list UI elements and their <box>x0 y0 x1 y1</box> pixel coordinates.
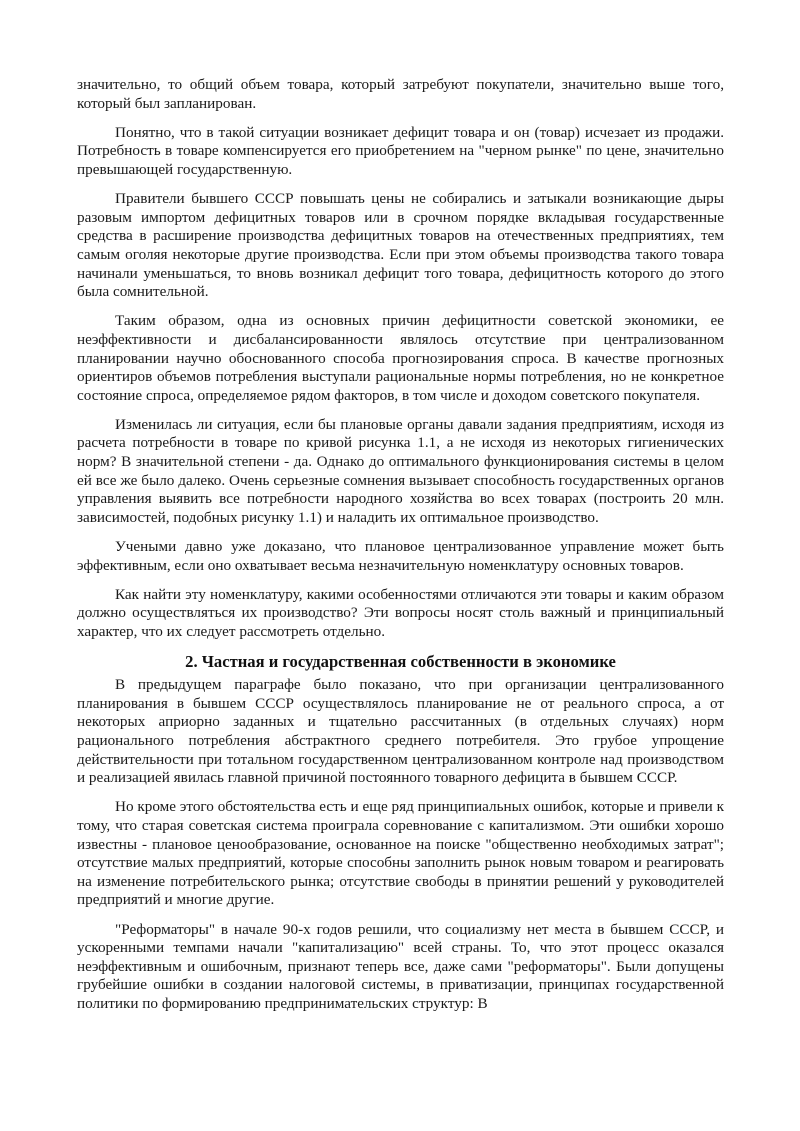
paragraph: Понятно, что в такой ситуации возникает дефицит товара и он (товар) исчезает из продажи. Потребность в товаре компенсируется его приобретением на "черном рынке" по цене, значительно превышающей государственную. <box>77 123 724 178</box>
paragraph: Учеными давно уже доказано, что плановое централизованное управление может быть эффективным, если оно охватывает весьма незначительную номенклатуру основных товаров. <box>77 538 724 574</box>
paragraph: Таким образом, одна из основных причин дефицитности советской экономики, ее неэффективности и дисбалансированности являлось отсутствие при централизованном планировании научно обоснованного способа прогнозирования спроса. В качестве прогнозных ориентиров объемов потребления выступали рациональные нормы потребления, но не конкретное состояние спроса, определяемое рядом факторов, в том числе и доходом советского покупателя. <box>77 312 724 404</box>
paragraph: Как найти эту номенклатуру, какими особенностями отличаются эти товары и каким образом должно осуществляться их производство? Эти вопросы носят столь важный и принципиальный характер, что их следует рассмотреть отдельно. <box>77 585 724 640</box>
paragraph: "Реформаторы" в начале 90-х годов решили, что социализму нет места в бывшем СССР, и ускоренными темпами начали "капитализацию" всей страны. То, что этот процесс оказался неэффективным и ошибочным, признают теперь все, даже сами "реформаторы". Были допущены грубейшие ошибки в создании налоговой системы, в приватизации, принципах государственной политики по формированию предпринимательских структур: В <box>77 920 724 1012</box>
paragraph: Правители бывшего СССР повышать цены не собирались и затыкали возникающие дыры разовым импортом дефицитных товаров или в срочном порядке вкладывая государственные средства в расширение производства дефицитных товаров на отечественных предприятиях, тем самым оголяя некоторые другие производства. Если при этом объемы производства такого товара начинали уменьшаться, то вновь возникал дефицит того товара, дефицитность которого до этого была сомнительной. <box>77 190 724 301</box>
paragraph: В предыдущем параграфе было показано, что при организации централизованного планирования в бывшем СССР осуществлялось планирование не от реального спроса, а от некоторых априорно заданных и тщательно рассчитанных (в отдельных случаях) норм рационального потребления абстрактного среднего потребителя. Это грубое упрощение действительности при тотальном государственном централизованном контроле над производством и реализацией явилась главной причиной постоянного товарного дефицита в бывшем СССР. <box>77 676 724 787</box>
paragraph: Но кроме этого обстоятельства есть и еще ряд принципиальных ошибок, которые и привели к тому, что старая советская система проиграла соревнование с капитализмом. Эти ошибки хорошо известны - плановое ценообразование, основанное на поиске "общественно необходимых затрат"; отсутствие малых предприятий, которые способны заполнить рынок новым товаром и реагировать на изменение потребительского рынка; отсутствие свободы в принятии решений у руководителей предприятий и многие другие. <box>77 798 724 909</box>
document-page <box>77 76 724 1024</box>
paragraph: Изменилась ли ситуация, если бы плановые органы давали задания предприятиям, исходя из расчета потребности в товаре по кривой рисунка 1.1, а не исходя из некоторых гигиенических норм? В значительной степени - да. Однако до оптимального функционирования системы в целом ей все же было далеко. Очень серьезные сомнения вызывает способность государственных органов управления выявить все потребности народного хозяйства во всех товарах (построить 20 млн. зависимостей, подобных рисунку 1.1) и наладить их оптимальное производство. <box>77 415 724 526</box>
section-heading: 2. Частная и государственная собственности в экономике <box>185 652 616 672</box>
paragraph-continued: значительно, то общий объем товара, который затребуют покупатели, значительно выше того, который был запланирован. <box>77 76 724 112</box>
